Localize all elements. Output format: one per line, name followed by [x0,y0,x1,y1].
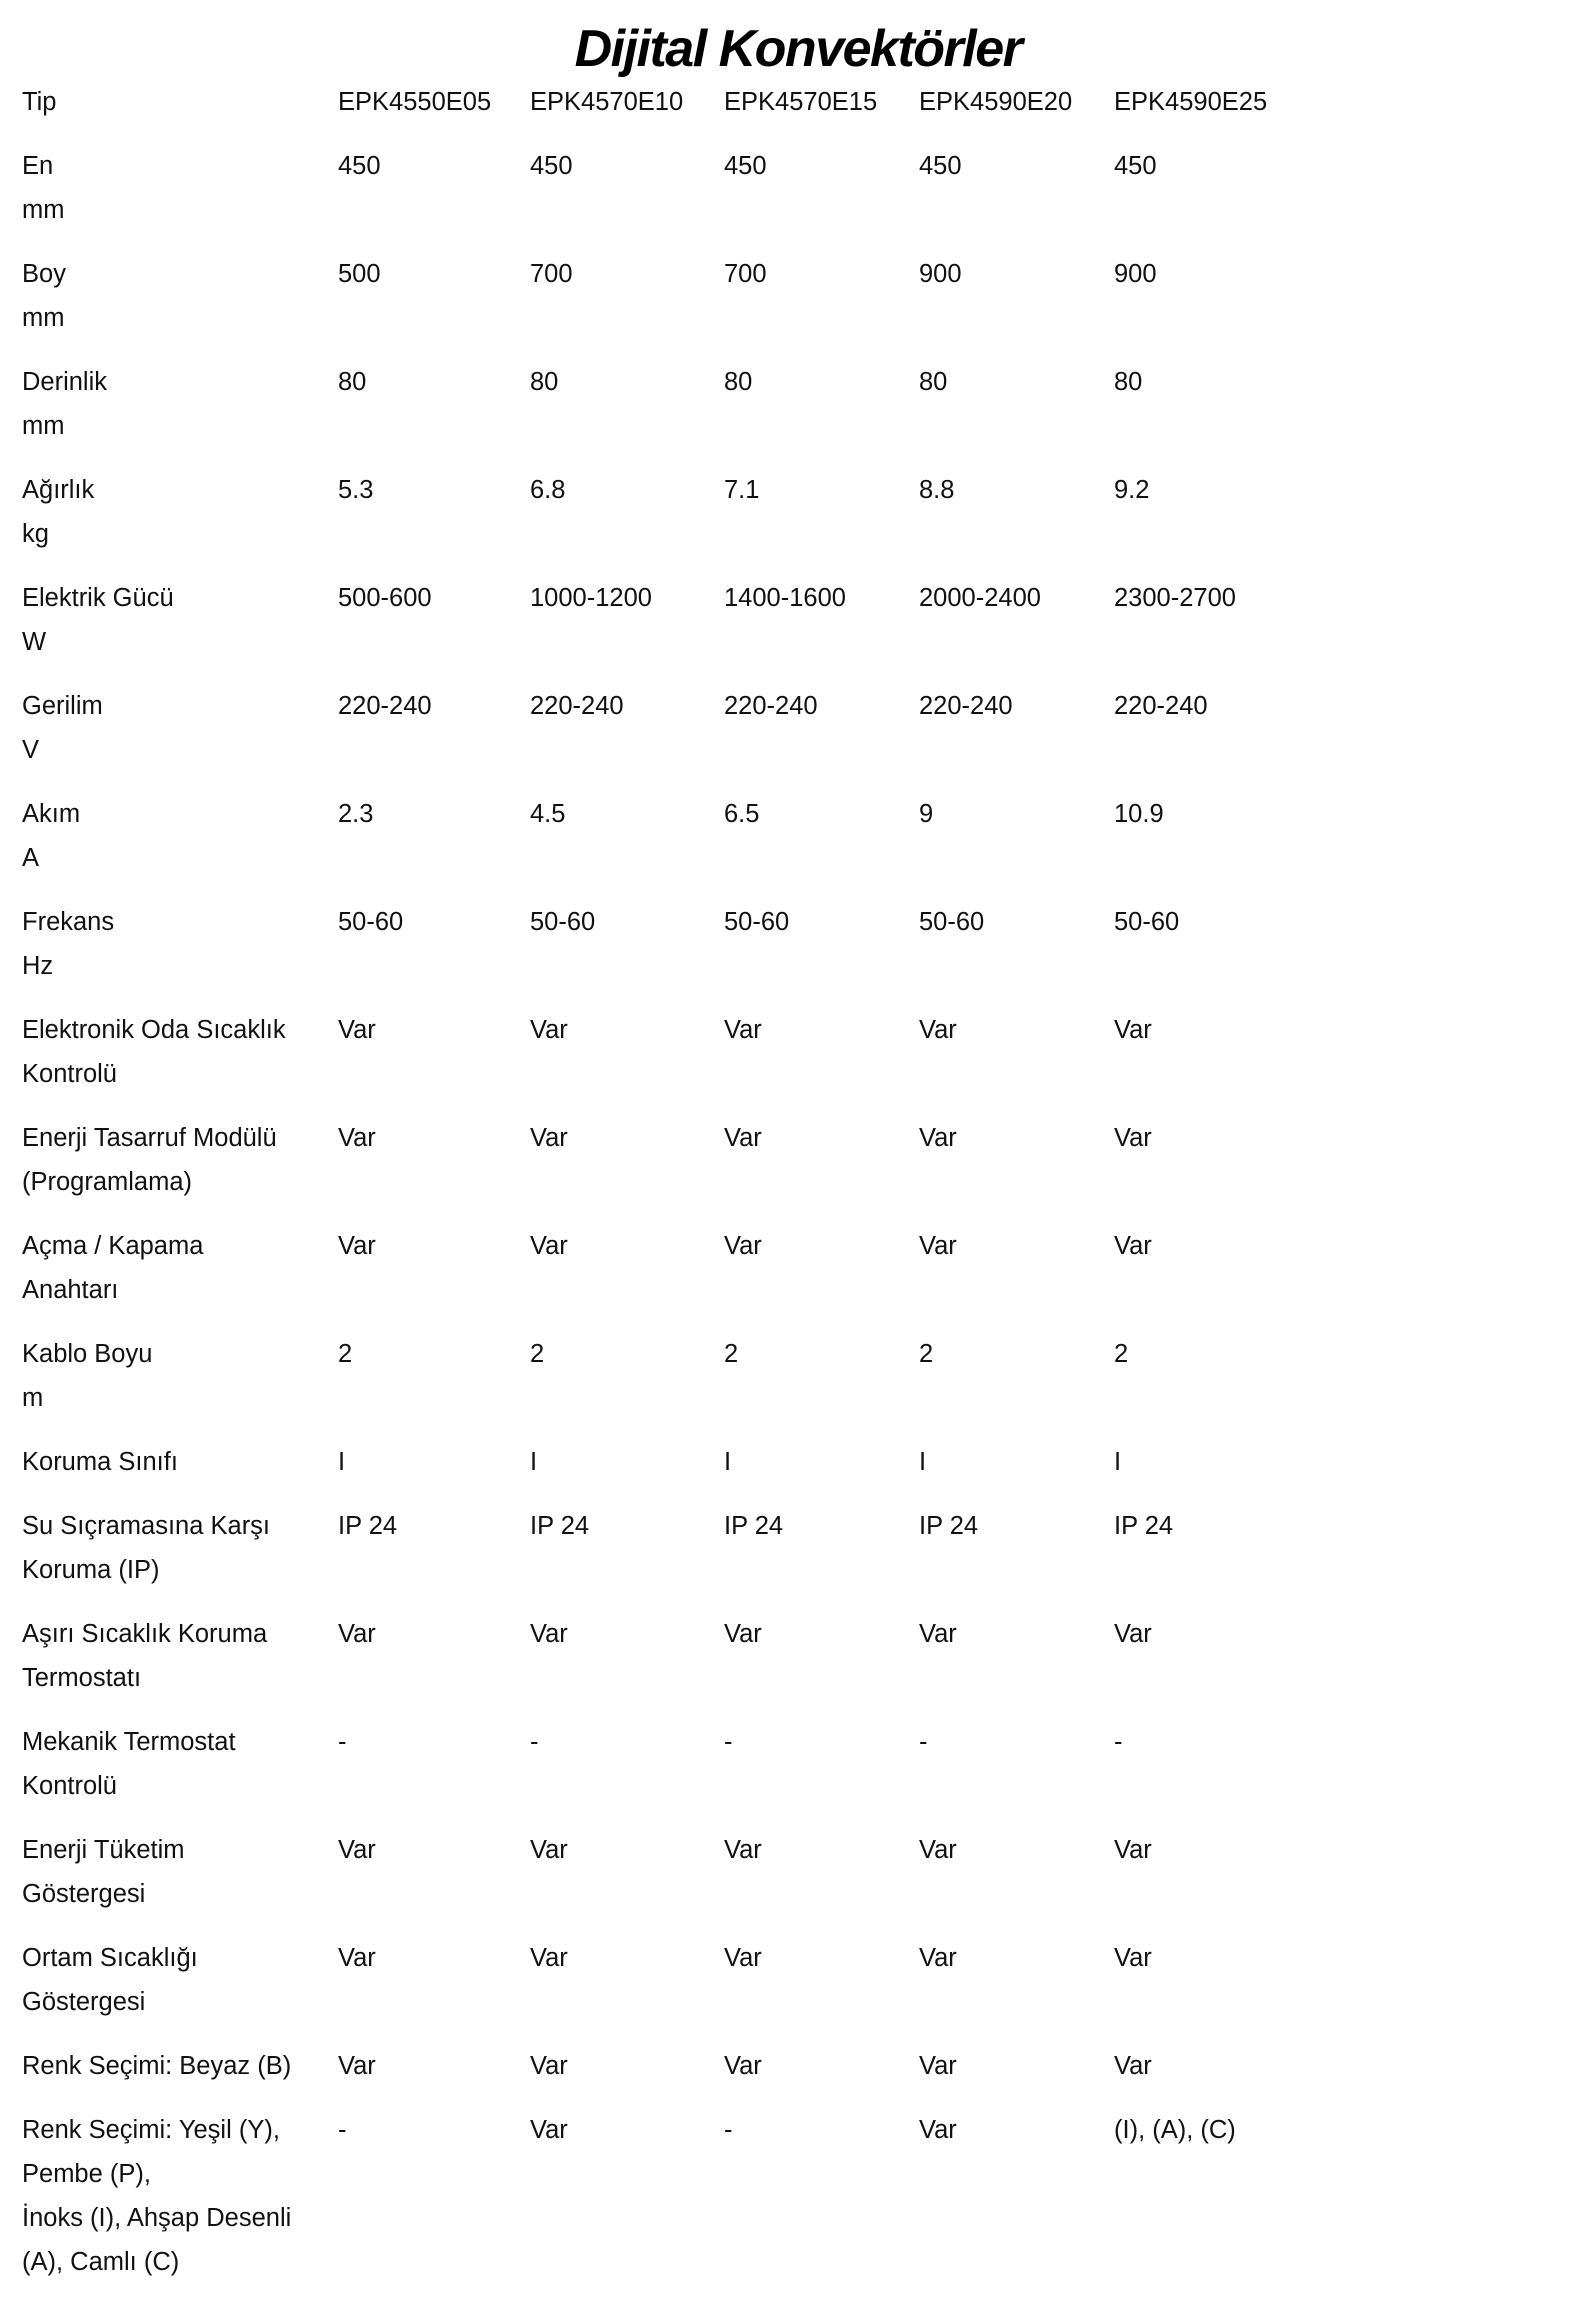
table-cell: Var [530,1620,568,1648]
table-row [22,360,1274,468]
row-label-unit: kg [22,520,49,548]
table-cell: Var [1114,1232,1152,1260]
table-cell: IP 24 [919,1512,979,1540]
table-cell: 1000-1200 [530,584,652,612]
table-cell: IP 24 [338,1512,398,1540]
table-row [22,1224,1274,1332]
table-cell: I [530,1448,538,1476]
row-label [22,1116,338,1224]
row-label [22,576,338,684]
table-cell: 2 [530,1340,545,1368]
row-label-text: Koruma Sınıfı [22,1448,178,1476]
row-label-unit: Hz [22,952,54,980]
table-cell: 80 [1114,368,1143,396]
spec-table [22,80,1274,2304]
row-label-unit: V [22,736,40,764]
table-cell: I [338,1448,346,1476]
table-row [22,1720,1274,1828]
table-cell: Var [338,1836,376,1864]
row-label-text: Derinlik [22,368,108,396]
table-cell: 4.5 [530,800,566,828]
header-row [22,80,1274,144]
table-cell: 8.8 [919,476,955,504]
table-cell: 2.3 [338,800,374,828]
table-row [22,1332,1274,1440]
table-cell: I [919,1448,927,1476]
table-row [22,144,1274,252]
table-row [22,576,1274,684]
row-label-text: Akım [22,800,81,828]
table-cell: Var [338,1016,376,1044]
table-row [22,900,1274,1008]
table-cell: 2 [724,1340,739,1368]
table-row [22,1828,1274,1936]
header-label: Tip [22,88,57,116]
table-cell: Var [724,1124,762,1152]
table-cell: Var [1114,1620,1152,1648]
row-label [22,1612,338,1720]
table-cell: 500 [338,260,381,288]
table-cell: 6.5 [724,800,760,828]
column-header: EPK4590E20 [919,88,1073,116]
table-cell: Var [724,1232,762,1260]
table-cell: Var [530,1232,568,1260]
row-label-unit: İnoks (I), Ahşap Desenli [22,2204,292,2232]
table-cell: Var [1114,1124,1152,1152]
table-cell: 220-240 [1114,692,1208,720]
table-cell: Var [338,1944,376,1972]
table-row [22,1440,1274,1504]
table-cell: 450 [724,152,767,180]
column-header: EPK4570E10 [530,88,684,116]
table-cell: 80 [724,368,753,396]
row-label-text: Aşırı Sıcaklık Koruma [22,1620,268,1648]
table-cell: Var [919,1124,957,1152]
table-row [22,1116,1274,1224]
table-cell: 900 [919,260,962,288]
row-label [22,1828,338,1936]
table-cell: IP 24 [530,1512,590,1540]
table-row [22,1936,1274,2044]
row-label-unit: m [22,1384,44,1412]
row-label [22,2044,338,2108]
row-label-text: Kablo Boyu [22,1340,153,1368]
row-label [22,2108,338,2304]
table-cell: 2 [919,1340,934,1368]
table-cell: Var [338,2052,376,2080]
table-cell: 9 [919,800,934,828]
table-cell: 450 [1114,152,1157,180]
table-row [22,468,1274,576]
table-cell: 500-600 [338,584,432,612]
table-cell: Var [530,1944,568,1972]
table-cell: Var [338,1232,376,1260]
row-label-unit: mm [22,304,65,332]
row-label [22,144,338,252]
table-cell: Var [530,1124,568,1152]
table-cell: - [338,2116,347,2144]
table-cell: Var [1114,1836,1152,1864]
table-row [22,2108,1274,2304]
table-cell: I [1114,1448,1122,1476]
table-cell: Var [919,1016,957,1044]
row-label [22,360,338,468]
table-cell: Var [919,1944,957,1972]
table-cell: 450 [338,152,381,180]
row-label-text: Ağırlık [22,476,95,504]
table-cell: - [919,1728,928,1756]
column-header: EPK4570E15 [724,88,878,116]
row-label [22,468,338,576]
table-cell: Var [919,1836,957,1864]
table-cell: Var [338,1124,376,1152]
row-label [22,1440,338,1504]
table-cell: 2 [1114,1340,1129,1368]
row-label-unit: Pembe (P), [22,2160,151,2188]
row-label-text: Mekanik Termostat [22,1728,236,1756]
table-cell: 5.3 [338,476,374,504]
table-cell: 450 [919,152,962,180]
spec-table-header [22,80,1274,144]
row-label-unit: (A), Camlı (C) [22,2248,180,2276]
row-label [22,684,338,792]
table-cell: - [1114,1728,1123,1756]
page-title: Dijital Konvektörler [574,20,1022,78]
table-cell: Var [530,1836,568,1864]
row-label [22,1720,338,1828]
table-row [22,1008,1274,1116]
table-cell: 50-60 [530,908,596,936]
row-label-text: Gerilim [22,692,103,720]
table-cell: Var [919,1232,957,1260]
table-cell: IP 24 [1114,1512,1174,1540]
table-cell: 2300-2700 [1114,584,1236,612]
row-label-unit: Koruma (IP) [22,1556,160,1584]
table-cell: (I), (A), (C) [1114,2116,1236,2144]
column-header: EPK4590E25 [1114,88,1268,116]
row-label-unit: (Programlama) [22,1168,193,1196]
table-cell: Var [724,1944,762,1972]
table-cell: 80 [530,368,559,396]
table-cell: Var [530,2052,568,2080]
table-row [22,1612,1274,1720]
row-label-unit: Anahtarı [22,1276,119,1304]
table-cell: Var [919,2052,957,2080]
table-cell: 220-240 [530,692,624,720]
row-label-text: Su Sıçramasına Karşı [22,1512,271,1540]
table-cell: Var [919,2116,957,2144]
table-cell: 50-60 [724,908,790,936]
table-cell: Var [1114,1016,1152,1044]
table-row [22,2044,1274,2108]
row-label-unit: Göstergesi [22,1880,146,1908]
table-row [22,684,1274,792]
row-label-text: Ortam Sıcaklığı [22,1944,198,1972]
table-cell: 2 [338,1340,353,1368]
row-label [22,1504,338,1612]
table-row [22,252,1274,360]
table-cell: 50-60 [919,908,985,936]
row-label-unit: mm [22,196,65,224]
row-label-unit: Kontrolü [22,1060,117,1088]
table-cell: 80 [338,368,367,396]
table-cell: 9.2 [1114,476,1150,504]
table-cell: 2000-2400 [919,584,1041,612]
row-label-text: Enerji Tüketim [22,1836,185,1864]
table-cell: Var [1114,2052,1152,2080]
table-cell: 220-240 [338,692,432,720]
table-cell: Var [338,1620,376,1648]
row-label-text: Enerji Tasarruf Modülü [22,1124,277,1152]
row-label [22,1008,338,1116]
table-cell: 450 [530,152,573,180]
row-label-text: En [22,152,54,180]
row-label-text: Renk Seçimi: Yeşil (Y), [22,2116,280,2144]
table-cell: 220-240 [919,692,1013,720]
table-cell: Var [530,2116,568,2144]
row-label [22,1224,338,1332]
table-cell: Var [724,1836,762,1864]
table-cell: - [724,1728,733,1756]
table-cell: 700 [724,260,767,288]
row-label-unit: W [22,628,47,656]
row-label [22,900,338,1008]
table-cell: 900 [1114,260,1157,288]
table-cell: - [338,1728,347,1756]
row-label-text: Boy [22,260,66,288]
row-label-text: Elektrik Gücü [22,584,174,612]
table-cell: 1400-1600 [724,584,846,612]
row-label-unit: Termostatı [22,1664,142,1692]
table-cell: 700 [530,260,573,288]
row-label [22,252,338,360]
table-cell: 220-240 [724,692,818,720]
table-cell: Var [724,2052,762,2080]
table-cell: 6.8 [530,476,566,504]
row-label-unit: Göstergesi [22,1988,146,2016]
row-label-text: Açma / Kapama [22,1232,204,1260]
column-header: EPK4550E05 [338,88,492,116]
row-label [22,1332,338,1440]
spec-table-body [22,144,1274,2304]
row-label-text: Frekans [22,908,115,936]
table-cell: Var [1114,1944,1152,1972]
table-cell: Var [724,1016,762,1044]
table-cell: IP 24 [724,1512,784,1540]
row-label [22,1936,338,2044]
table-cell: 50-60 [338,908,404,936]
table-row [22,1504,1274,1612]
row-label-unit: Kontrolü [22,1772,117,1800]
table-cell: Var [530,1016,568,1044]
table-cell: Var [919,1620,957,1648]
table-cell: 10.9 [1114,800,1164,828]
table-cell: 80 [919,368,948,396]
row-label [22,792,338,900]
table-cell: I [724,1448,732,1476]
table-cell: - [530,1728,539,1756]
table-cell: 50-60 [1114,908,1180,936]
row-label-text: Renk Seçimi: Beyaz (B) [22,2052,292,2080]
row-label-unit: mm [22,412,65,440]
table-cell: - [724,2116,733,2144]
row-label-text: Elektronik Oda Sıcaklık [22,1016,286,1044]
table-cell: 7.1 [724,476,760,504]
table-row [22,792,1274,900]
row-label-unit: A [22,844,40,872]
table-cell: Var [724,1620,762,1648]
